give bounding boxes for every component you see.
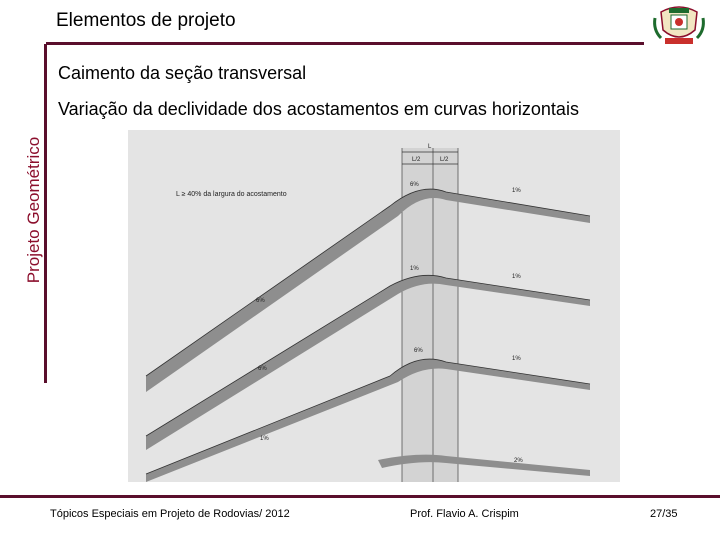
profile-3-right-slope: 1% xyxy=(512,356,521,362)
side-label: Projeto Geométrico xyxy=(24,136,43,284)
slide-subtitle: Variação da declividade dos acostamentos em curvas horizontais xyxy=(58,99,579,119)
profile-1-right-slope: 1% xyxy=(512,188,521,194)
footer-course: Tópicos Especiais em Projeto de Rodovias/ 2012 xyxy=(50,508,290,520)
profile-4-right-slope: 2% xyxy=(514,458,523,464)
section-title: Caimento da seção transversal xyxy=(58,63,307,83)
side-divider xyxy=(44,44,47,383)
profile-3-left-slope: 6% xyxy=(414,348,423,354)
dim-L2-left-label: L/2 xyxy=(412,157,421,163)
dim-L2-right-label: L/2 xyxy=(440,157,449,163)
profile-2-left-slope: 1% xyxy=(410,266,419,272)
header-title: Elementos de projeto xyxy=(56,10,236,31)
dim-L-label: L xyxy=(428,144,432,150)
footer-divider xyxy=(0,495,720,498)
footer-page-number: 27/35 xyxy=(650,508,678,520)
institution-crest-icon xyxy=(651,0,707,48)
length-note: L ≥ 40% da largura do acostamento xyxy=(176,191,287,198)
footer-author: Prof. Flavio A. Crispim xyxy=(410,508,519,520)
profile-3-tangent-slope: 1% xyxy=(260,436,269,442)
shoulder-slope-diagram xyxy=(128,130,620,482)
profile-1-left-slope: 6% xyxy=(410,182,419,188)
profile-2-right-slope: 1% xyxy=(512,274,521,280)
profile-1-tangent-slope: 6% xyxy=(256,298,265,304)
header-divider xyxy=(46,42,644,45)
profile-2-tangent-slope: 6% xyxy=(258,366,267,372)
